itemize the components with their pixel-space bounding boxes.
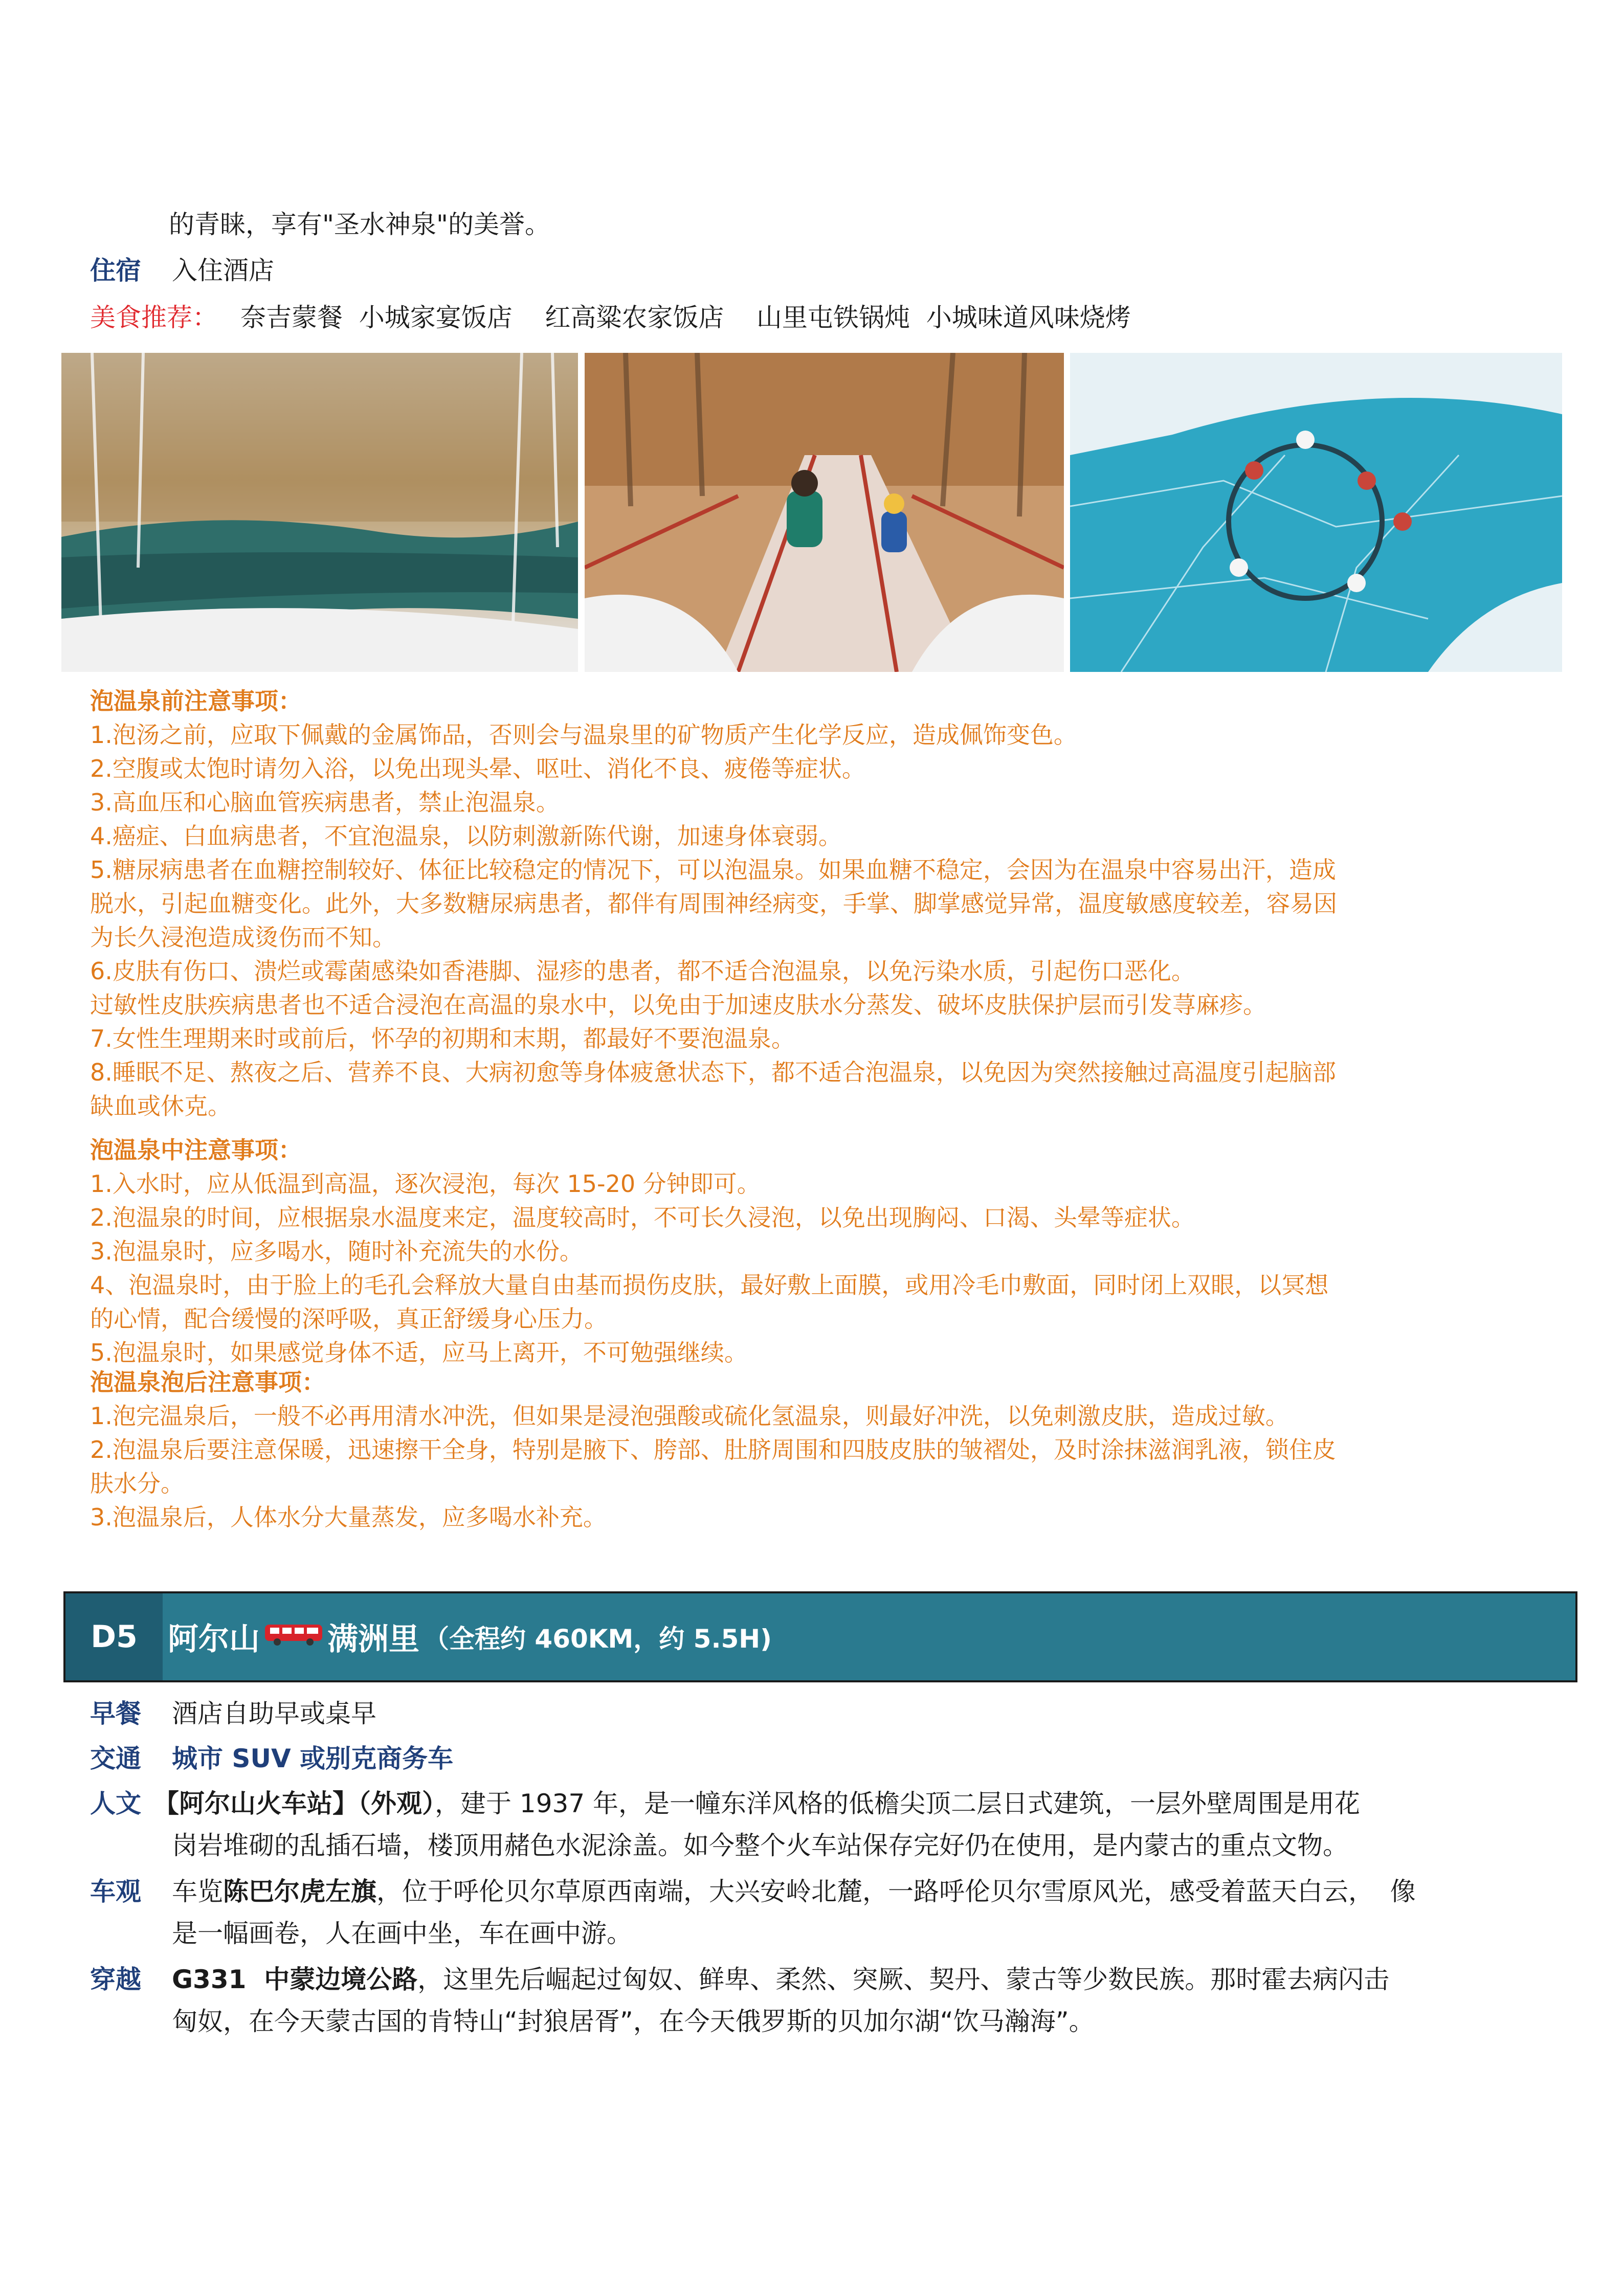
cross-name: G331 中蒙边境公路 — [172, 1965, 418, 1994]
before-line: 4.癌症、白血病患者，不宜泡温泉，以防刺激新陈代谢，加速身体衰弱。 — [90, 822, 842, 850]
people-on-ice-lake-photo — [1070, 353, 1562, 672]
transport-value: 城市 SUV 或别克商务车 — [172, 1744, 454, 1773]
before-line: 8.睡眠不足、熬夜之后、营养不良、大病初愈等身体疲惫状态下，都不适合泡温泉，以免因为突然接触过高温度引起脑部 — [90, 1059, 1336, 1086]
before-line: 3.高血压和心脑血管疾病患者，禁止泡温泉。 — [90, 789, 560, 816]
before-line: 缺血或休克。 — [90, 1092, 231, 1120]
family-on-snowy-stairs-photo — [585, 353, 1064, 672]
after-line: 1.泡完温泉后，一般不必再用清水冲洗，但如果是浸泡强酸或硫化氢温泉，则最好冲洗，以免刺激皮肤，造成过敏。 — [90, 1402, 1289, 1430]
route-note: （全程约 460KM，约 5.5H) — [424, 1624, 772, 1654]
stay-label: 住宿 — [90, 256, 141, 285]
before-line: 为长久浸泡造成烫伤而不知。 — [90, 924, 396, 951]
during-line: 4、泡温泉时，由于脸上的毛孔会释放大量自由基而损伤皮肤，最好敷上面膜，或用冷毛巾敷面，同时闭上双眼，以冥想 — [90, 1271, 1329, 1299]
after-line: 3.泡温泉后，人体水分大量蒸发，应多喝水补充。 — [90, 1503, 607, 1531]
after-line: 肤水分。 — [90, 1470, 184, 1497]
culture-name: 【阿尔山火车站】（外观） — [153, 1789, 435, 1818]
culture-line1 — [153, 1783, 1360, 1825]
before-line: 7.女性生理期来时或前后，怀孕的初期和末期，都最好不要泡温泉。 — [90, 1025, 795, 1052]
view-name: 陈巴尔虎左旗 — [223, 1877, 376, 1906]
culture-line2: 岗岩堆砌的乱插石墙，楼顶用赭色水泥涂盖。如今整个火车站保存完好仍在使用，是内蒙古的重点文物。 — [172, 1831, 1348, 1860]
bus-icon — [263, 1619, 324, 1655]
cross-line1 — [172, 1959, 1389, 2000]
before-line: 脱水，引起血糖变化。此外，大多数糖尿病患者，都伴有周围神经病变，手掌、脚掌感觉异常，温度敏感度较差，容易因 — [90, 890, 1337, 917]
view-line2: 是一幅画卷，人在画中坐，车在画中游。 — [172, 1919, 632, 1948]
during-line: 5.泡温泉时，如果感觉身体不适，应马上离开，不可勉强继续。 — [90, 1339, 748, 1366]
route-from: 阿尔山 — [168, 1622, 260, 1657]
intro-continuation: 的青睐，享有"圣水神泉"的美誉。 — [169, 210, 550, 239]
food-label: 美食推荐： — [90, 303, 218, 332]
transport-label: 交通 — [90, 1744, 141, 1773]
culture-text: ，建于 1937 年，是一幢东洋风格的低檐尖顶二层日式建筑，一层外壁周围是用花 — [435, 1789, 1361, 1818]
culture-label: 人文 — [90, 1789, 141, 1818]
food-value: 奈吉蒙餐 小城家宴饭店 红高粱农家饭店 山里屯铁锅炖 小城味道风味烧烤 — [240, 303, 1131, 332]
view-label: 车观 — [90, 1877, 141, 1906]
snowy-forest-lake-photo — [61, 353, 578, 672]
breakfast-value: 酒店自助早或桌早 — [172, 1699, 376, 1728]
route-to: 满洲里 — [327, 1622, 419, 1657]
after-line: 2.泡温泉后要注意保暖，迅速擦干全身，特别是腋下、胯部、肚脐周围和四肢皮肤的皱褶处，及时涂抹滋润乳液，锁住皮 — [90, 1436, 1336, 1464]
cross-line2: 匈奴，在今天蒙古国的肯特山“封狼居胥”，在今天俄罗斯的贝加尔湖“饮马瀚海”。 — [172, 2007, 1095, 2036]
during-line: 2.泡温泉的时间，应根据泉水温度来定，温度较高时，不可长久浸泡，以免出现胸闷、口渴、头晕等症状。 — [90, 1204, 1195, 1231]
day-title — [168, 1593, 772, 1680]
cross-text: ，这里先后崛起过匈奴、鲜卑、柔然、突厥、契丹、蒙古等少数民族。那时霍去病闪击 — [417, 1965, 1390, 1994]
during-heading: 泡温泉中注意事项： — [90, 1136, 302, 1164]
after-heading: 泡温泉泡后注意事项： — [90, 1368, 325, 1396]
before-heading: 泡温泉前注意事项： — [90, 687, 302, 715]
breakfast-label: 早餐 — [90, 1699, 141, 1728]
during-line: 1.入水时，应从低温到高温，逐次浸泡，每次 15-20 分钟即可。 — [90, 1170, 761, 1198]
stay-value: 入住酒店 — [172, 256, 274, 285]
during-line: 3.泡温泉时，应多喝水，随时补充流失的水份。 — [90, 1237, 583, 1265]
view-line1 — [172, 1871, 1416, 1912]
view-text: ，位于呼伦贝尔草原西南端，大兴安岭北麓，一路呼伦贝尔雪原风光，感受着蓝天白云， 像 — [376, 1877, 1416, 1906]
before-line: 6.皮肤有伤口、溃烂或霉菌感染如香港脚、湿疹的患者，都不适合泡温泉，以免污染水质，引起伤口恶化。 — [90, 957, 1195, 985]
before-line: 5.糖尿病患者在血糖控制较好、体征比较稳定的情况下，可以泡温泉。如果血糖不稳定，会因为在温泉中容易出汗，造成 — [90, 856, 1336, 884]
before-line: 2.空腹或太饱时请勿入浴，以免出现头晕、呕吐、消化不良、疲倦等症状。 — [90, 755, 865, 782]
during-line: 的心情，配合缓慢的深呼吸，真正舒缓身心压力。 — [90, 1305, 608, 1333]
before-line: 1.泡汤之前，应取下佩戴的金属饰品，否则会与温泉里的矿物质产生化学反应，造成佩饰变色。 — [90, 721, 1077, 749]
day-banner — [63, 1591, 1577, 1682]
day-tag: D5 — [65, 1593, 163, 1680]
cross-label: 穿越 — [90, 1965, 141, 1994]
view-pre: 车览 — [172, 1877, 223, 1906]
before-line: 过敏性皮肤疾病患者也不适合浸泡在高温的泉水中，以免由于加速皮肤水分蒸发、破坏皮肤保护层而引发荨麻疹。 — [90, 991, 1266, 1019]
